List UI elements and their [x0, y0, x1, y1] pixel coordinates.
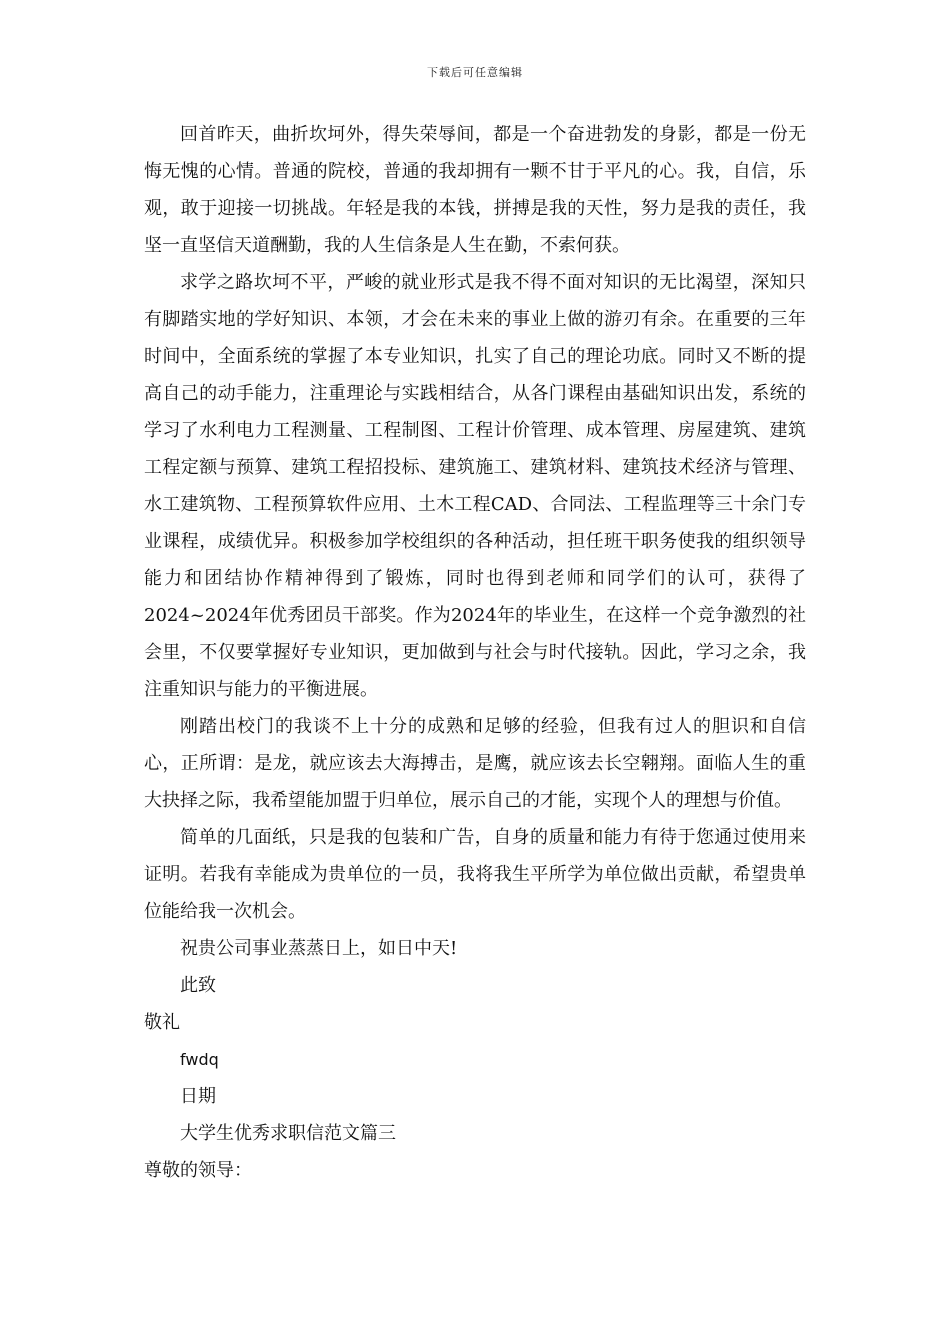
greeting-line: 尊敬的领导： [144, 1160, 252, 1181]
next-section-title: 大学生优秀求职信范文篇三 [180, 1123, 396, 1144]
closing-line: 此致 [180, 975, 216, 996]
salute-line: 敬礼 [144, 1012, 180, 1033]
paragraph-3: 刚踏出校门的我谈不上十分的成熟和足够的经验，但我有过人的胆识和自信心，正所谓：是龙，就应该去大海搏击，是鹰，就应该去长空翱翔。面临人生的重大抉择之际，我希望能加盟于归单位，展示自己的才能，实现个人的理想与价值。 [144, 716, 806, 811]
date-line: 日期 [180, 1086, 216, 1107]
paragraph-4: 简单的几面纸，只是我的包装和广告，自身的质量和能力有待于您通过使用来证明。若我有幸能成为贵单位的一员，我将我生平所学为单位做出贡献，希望贵单位能给我一次机会。 [144, 827, 806, 922]
paragraph-5: 祝贵公司事业蒸蒸日上，如日中天! [180, 938, 458, 959]
signature: fwdq [180, 1050, 219, 1069]
paragraph-2: 求学之路坎坷不平，严峻的就业形式是我不得不面对知识的无比渴望，深知只有脚踏实地的学好知识、本领，才会在未来的事业上做的游刃有余。在重要的三年时间中，全面系统的掌握了本专业知识，扎实了自己的理论功底。同时又不断的提高自己的动手能力，注重理论与实践相结合，从各门课程由基础知识出发，系统的学习了水利电力工程测量、工程制图、工程计价管理、成本管理、房屋建筑、建筑工程定额与预算、建筑工程招投标、建筑施工、建筑材料、建筑技术经济与管理、水工建筑物、工程预算软件应用、土木工程CAD、合同法、工程监理等三十余门专业课程，成绩优异。积极参加学校组织的各种活动，担任班干职务使我的组织领导能力和团结协作精神得到了锻炼，同时也得到老师和同学们的认可，获得了2024~2024年优秀团员干部奖。作为2024年的毕业生，在这样一个竞争激烈的社会里，不仅要掌握好专业知识，更加做到与社会与时代接轨。因此，学习之余，我注重知识与能力的平衡进展。 [144, 272, 806, 700]
document-body [144, 116, 806, 1189]
page-header: 下载后可任意编辑 [427, 66, 523, 79]
paragraph-1: 回首昨天，曲折坎坷外，得失荣辱间，都是一个奋进勃发的身影，都是一份无悔无愧的心情。普通的院校，普通的我却拥有一颗不甘于平凡的心。我，自信，乐观，敢于迎接一切挑战。年轻是我的本钱，拼搏是我的天性，努力是我的责任，我坚一直坚信天道酬勤，我的人生信条是人生在勤，不索何获。 [144, 124, 806, 256]
